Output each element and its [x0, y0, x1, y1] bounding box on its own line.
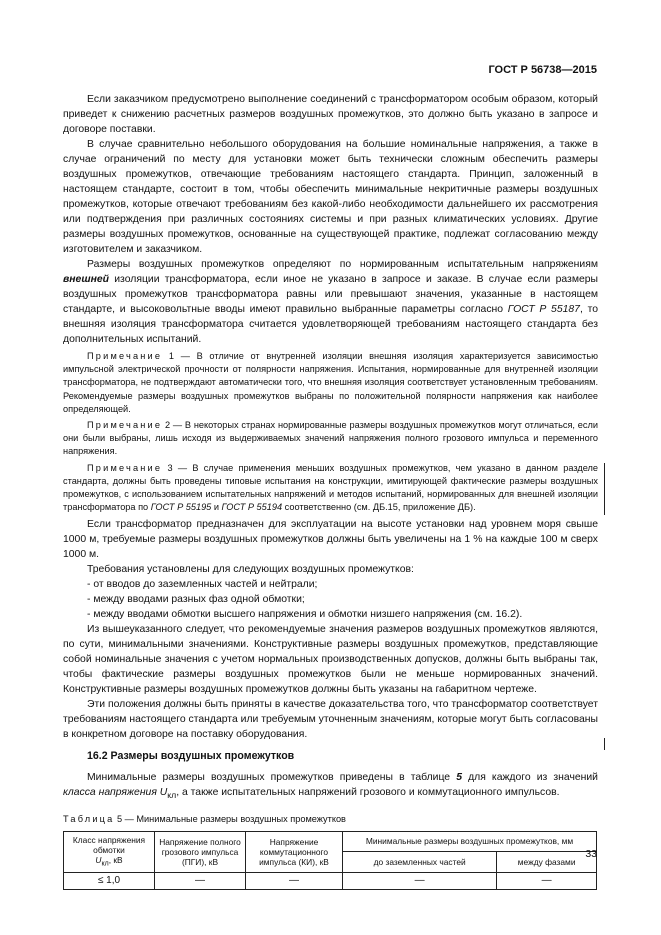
note-label: Примечание: [87, 420, 163, 431]
note: Примечание 2 — В некоторых странах нормированные размеры воздушных промежутков могут отличаться, если они были выбраны, лишь исходя из выдерживаемых значений напряжения полного грозового импульса и переменного напряжения.: [63, 420, 598, 457]
clearance-table: [63, 831, 597, 891]
header-min-clearance: Минимальные размеры воздушных промежутков, мм: [343, 831, 597, 852]
document-header: ГОСТ Р 56738—2015: [488, 64, 597, 76]
cell-between-phases: —: [497, 873, 597, 890]
paragraph: Размеры воздушных промежутков определяют по нормированным испытательным напряжениям внешней изоляции трансформатора, если иное не указано в запросе и заказе. В случае если размеры воздушных промежутков трансформатора равны или превышают значения, указанные в настоящем стандарте, и высоковольтные вводы имеют правильно выбранные параметры согласно ГОСТ Р 55187, то внешняя изоляция трансформатора считается удовлетворяющей требованиям настоящего стандарта без дополнительных испытаний.: [63, 259, 598, 345]
paragraph: Минимальные размеры воздушных промежутков приведены в таблице 5 для каждого из значений класса напряжения $U_{кл}$, а также испытательных напряжений грозового и коммутационного импульсов.: [63, 772, 598, 801]
cell-to-ground: —: [343, 873, 497, 890]
document-body: [63, 92, 598, 890]
requirements-list: [63, 577, 598, 622]
standard-reference: ГОСТ Р 55187: [507, 304, 580, 315]
table-caption: Таблица 5 — Минимальные размеры воздушных промежутков: [63, 813, 346, 824]
note-label: Примечание: [87, 462, 163, 473]
standard-reference: ГОСТ Р 55194: [221, 502, 283, 513]
header-switching-impulse: Напряжение коммутационного импульса (КИ), кВ: [246, 831, 343, 873]
header-lightning-impulse: Напряжение полного грозового импульса (ПГИ), кВ: [155, 831, 246, 873]
page-number: 33: [585, 848, 597, 860]
cell-switching-impulse: —: [246, 873, 343, 890]
paragraph: В случае сравнительно небольшого оборудования на большие номинальные напряжения, а также в случае ограничений по месту для установки может быть технически сложным обеспечить размеры воздушных промежутков, отвечающие требованиям настоящего стандарта. Принцип, заложенный в настоящем стандарте, состоит в том, чтобы обеспечить минимальные некритичные размеры воздушных промежутков, которые отвечают требованиям без какой-либо необходимости дальнейшего их рассмотрения или подтверждения при различных состояниях системы и при разных климатических условиях. Другие размеры воздушных промежутков, основанные на существующей практике, подлежат согласованию между изготовителем и заказчиком.: [63, 139, 598, 255]
note: Примечание 1 — В отличие от внутренней изоляции внешняя изоляция характеризуется зависимостью импульсной электрической прочности от полярности напряжения. Испытания, нормированные для внутренней изоляции трансформатора, не подтверждают автоматически того, что внешняя изоляция соответствует установленным требованиям. Рекомендуемые размеры воздушных промежутков выбраны по положительной полярности напряжения как наиболее определяющей.: [63, 351, 598, 414]
paragraph: Требования установлены для следующих воздушных промежутков:: [87, 564, 414, 576]
paragraph: Эти положения должны быть приняты в качестве доказательства того, что трансформатор соответствует требованиям настоящего стандарта или требуемым уточненным значениям, которые могут быть согласованы в конкретном договоре на поставку оборудования.: [63, 699, 598, 741]
notes-block: [63, 350, 598, 514]
paragraph: Если заказчиком предусмотрено выполнение соединений с трансформатором особым образом, который приведет к снижению расчетных размеров воздушных промежутков, это должно быть указано в запросе и договоре поставки.: [63, 94, 598, 135]
list-item: - между вводами обмотки высшего напряжения и обмотки низшего напряжения (см. 16.2).: [87, 609, 523, 621]
table-row: [64, 873, 597, 890]
paragraph: Из вышеуказанного следует, что рекомендуемые значения размеров воздушных промежутков являются, по сути, минимальными значениями. Конструктивные размеры воздушных промежутков, представляющие собой номинальные значения с учетом нормальных производственных допусков, должны быть выбраны так, чтобы фактические размеры воздушных промежутков были не меньше нормированных значений. Конструктивные размеры воздушных промежутков должны быть указаны на габаритном чертеже.: [63, 624, 598, 696]
cell-lightning-impulse: —: [155, 873, 246, 890]
change-bar: [604, 738, 605, 750]
section-heading: 16.2 Размеры воздушных промежутков: [87, 750, 295, 763]
emphasis: внешней: [63, 274, 109, 285]
paragraph: Если трансформатор предназначен для эксплуатации на высоте установки над уровнем моря свыше 1000 м, требуемые размеры воздушных промежутков должны быть увеличены на 1 % на каждые 100 м сверх 1000 м.: [63, 519, 598, 561]
cell-voltage-class: ≤ 1,0: [64, 873, 155, 890]
note: Примечание 3 — В случае применения меньших воздушных промежутков, чем указано в данном разделе стандарта, должны быть проведены типовые испытания на конструкции, имитирующей фактические размеры воздушных промежутков, с использованием испытательных напряжений и методов испытаний, нормированных для внешней изоляции трансформатора по ГОСТ Р 55195 и ГОСТ Р 55194 соответственно (см. ДБ.15, приложение ДБ).: [63, 462, 598, 513]
header-to-ground: до заземленных частей: [343, 852, 497, 873]
list-item: - от вводов до заземленных частей и нейтрали;: [87, 579, 318, 591]
note-label: Примечание: [87, 351, 163, 361]
list-item: - между вводами разных фаз одной обмотки;: [87, 594, 305, 606]
header-voltage-class: Класс напряжения обмотки $U_{кл}$, кВ: [64, 831, 155, 873]
standard-reference: ГОСТ Р 55195: [150, 502, 212, 513]
change-bar: [604, 463, 605, 515]
table-header-row: [64, 831, 597, 852]
header-between-phases: между фазами: [497, 852, 597, 873]
